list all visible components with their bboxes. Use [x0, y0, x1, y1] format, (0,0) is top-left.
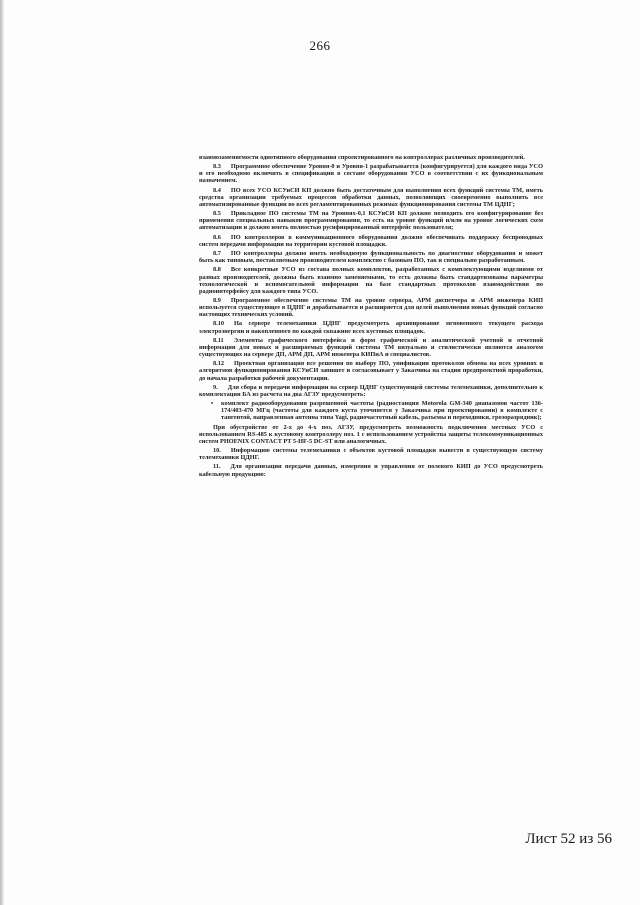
paragraph: [199, 320, 543, 334]
paragraph: [199, 337, 543, 358]
paragraph-text: ПО всех УСО КСУиСИ КП должно быть достаточным для выполнения всех функций системы ТМ, иметь средства организации требуемых процессов обработки данных, позволяющих своевременно выполнять все автоматизированные функции во всех регламентированных режимах функционирования системы ТМ ЦДНГ;: [199, 186, 543, 208]
paragraph-number: 8.7: [213, 250, 221, 258]
scan-edge: [0, 0, 4, 905]
paragraph-number: 8.4: [213, 186, 221, 194]
bullet-icon: •: [211, 400, 214, 408]
paragraph-number: 8.6: [213, 233, 221, 241]
paragraph-text: взаимозаменяемости однотипного оборудования спроектированного на контроллерах различных производителей.: [199, 154, 525, 161]
paragraph: [199, 250, 543, 264]
list-item-text: комплект радиооборудования разрешенной частоты (радиостанция Motorola GM-340 диапазонов частот 136-174/403-470 МГц (частоты для каждого куста уточняется у Заказчика при проектировании) в комплекте с тангентой, направленная антенна типа Yagi, радиочастотный кабель, разъемы и переходники, грозоразрядник);: [221, 400, 543, 422]
paragraph: [199, 154, 543, 161]
paragraph-number: 10.: [213, 447, 221, 455]
paragraph: [199, 463, 543, 477]
paragraph: [199, 234, 543, 248]
paragraph: [199, 187, 543, 208]
paragraph-number: 8.9: [213, 297, 221, 304]
paragraph-number: 8.5: [213, 210, 221, 218]
paragraph: [199, 163, 543, 184]
paragraph: [199, 266, 543, 294]
paragraph: [199, 297, 543, 318]
paragraph: [199, 424, 543, 445]
paragraph-text: ПО контроллеров в коммуникационного оборудования должно обеспечивать поддержку беспроводных систем передачи информации на территории кустовой площадки.: [199, 233, 543, 248]
page-number: 266: [309, 38, 331, 53]
paragraph-text: Прикладное ПО системы ТМ на Уровнях-0,1 КСУиСИ КП должно позводить его конфигурирование без применения специальных навыков программирования, то есть на уровне функций и/или на уровне логических схем автоматизации и должно иметь полностью русифицированный интерфейс пользователя;: [199, 210, 543, 232]
paragraph-number: 8.8: [213, 266, 221, 274]
paragraph-text: Для сбора и передачи информации на сервер ЦДНГ существующей системы телемеханики, дополнительно к комплектации БА из расчета на два АГЗУ предусмотреть:: [199, 383, 543, 398]
paragraph-text: Программное обеспечение системы ТМ на уровне сервера, АРМ диспетчера и АРМ инженера КИП используется существующее в ЦДНГ и дорабатывается и расширяется для целей выполнения новых функций согласно настоящих технических условий.: [199, 297, 543, 319]
paragraph-text: Элементы графического интерфейса и форм графической и аналитической учетной и отчетной информации для новых и расширяемых функций системы ТМ визуально и стилистически являются аналогом существующих на сервере ДП, АРМ ДП, АРМ инженера КИПиА и специалистов.: [199, 336, 543, 359]
paragraph-number: 8.10: [213, 320, 225, 328]
paragraph-text: Программное обеспечение Уровня-0 и Уровня-1 разрабатывается (конфигурируется) для каждого вида УСО и его необходимо включить в спецификации в составе оборудования УСО в соответствии с их функциональным назначением.: [199, 163, 543, 185]
sheet-label: Лист 52 из 56: [525, 831, 612, 847]
paragraph-text: Все конкретные УСО из состава полных комплектов, разработанных с комплектующими изделиями от разных производителей, должны быть взаимно заменяемыми, то есть должны быть стандартизованы параметры технологической и вспомогательной информации на базе стандартных протоколов взаимодействия по радиоинтерфейсу для каждого типа УСО.: [199, 266, 543, 295]
paragraph-number: 8.3: [213, 163, 221, 171]
paragraph-text: ПО контроллеры должно иметь необходимую функциональность по диагностике оборудования и может быть как типовым, поставляемым производителем комплектно с базовым ПО, так и специально разработанным.: [199, 250, 543, 265]
paragraph-text: Информацию системы телемеханики с объектов кустовой площадки вывести в существующую систему телемеханики ЦДНГ.: [199, 447, 543, 462]
paragraph-text: На сервере телемеханики ЦДНГ предусмотреть архивирование мгновенного текущего расхода электроэнергии и накопленного по каждой скважине всех кустовых площадок.: [199, 320, 543, 335]
bullet-list: [199, 400, 543, 421]
paragraph: [199, 384, 543, 398]
list-item: [211, 400, 543, 422]
paragraph-text: При обустройстве от 2-х до 4-х поз. АГЗУ, предусмотреть возможность подключения местных УСО с использованием RS-485 к кустовому контроллеру поз. 1 с использованием устройства защиты телекоммуникационных систем PHOENIX CONTACT PT 5-HF-5 DC-ST или аналогичных.: [199, 423, 543, 445]
paragraph: [199, 360, 543, 381]
paragraph-text: Проектная организация все решения по выбору ПО, унификации протоколов обмена на всех уровнях и алгоритмов функционирования КСУиСИ запишет и согласовывает у Заказчика на стадии предпроектной проработки, до начала разработки рабочей документации.: [199, 360, 543, 382]
document-body: [199, 154, 543, 480]
paragraph-text: Для организации передачи данных, измерения и управления от полевого КИП до УСО предусмотреть кабельную продукцию:: [199, 463, 543, 478]
paragraph: [199, 447, 543, 461]
paragraph-number: 8.11: [213, 336, 224, 344]
paragraph-number: 9.: [213, 383, 218, 391]
paragraph-number: 8.12: [213, 360, 225, 368]
paragraph-number: 11.: [213, 463, 221, 471]
paragraph: [199, 210, 543, 231]
